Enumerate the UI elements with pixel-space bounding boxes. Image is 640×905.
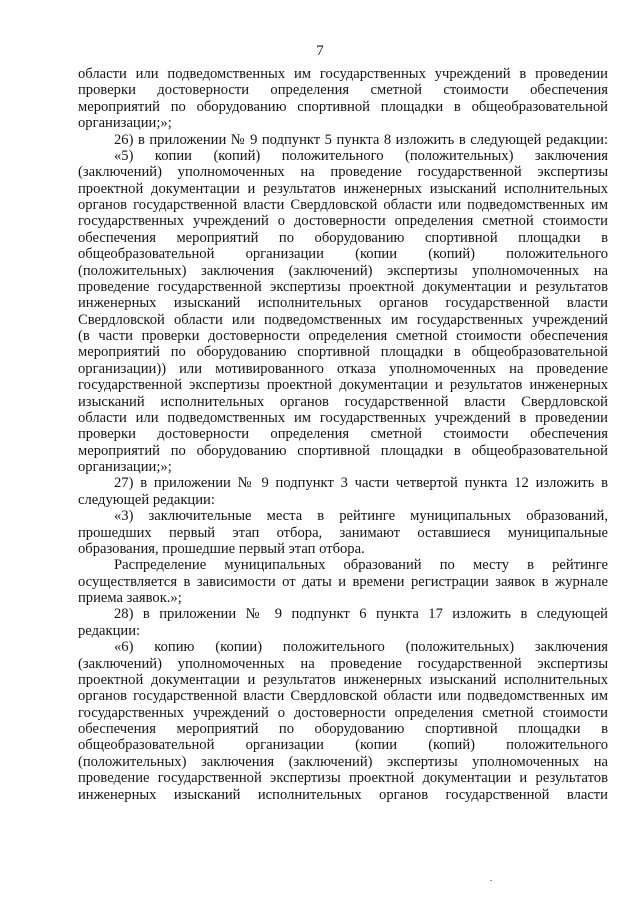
text-line: государственных учреждений о достоверности определения сметной стоимости	[78, 213, 608, 230]
text-line: общеобразовательной организации (копии (копий) положительного	[78, 737, 608, 754]
text-line: проверки достоверности определения сметной стоимости обеспечения	[78, 82, 608, 99]
text-line: приема заявок.»;	[78, 590, 182, 606]
text-line: редакции:	[78, 622, 141, 639]
text-line: органов государственной власти Свердловской области или подведомственных им	[78, 197, 608, 213]
text-line: обеспечения мероприятий по оборудованию спортивной площадки в	[78, 721, 608, 737]
text-line: прошедших первый этап отбора, занимают оставшиеся муниципальные	[78, 524, 608, 541]
text-line: организации;»;	[78, 459, 172, 475]
text-line: «5) копии (копий) положительного (положительных) заключения	[114, 147, 608, 164]
text-line: проверки достоверности определения сметной стоимости обеспечения	[78, 426, 608, 443]
text-line: органов государственной власти Свердловской области или подведомственных им	[78, 688, 608, 705]
scan-speck	[490, 880, 492, 881]
page-number: 7	[316, 43, 324, 59]
text-line: проектной документации и результатов инженерных изысканий исполнительных	[78, 180, 608, 197]
document-body	[78, 66, 608, 803]
text-line: Распределение муниципальных образований по месту в рейтинге	[114, 557, 608, 574]
text-line: проведение государственной экспертизы проектной документации и результатов	[78, 770, 608, 787]
text-line: обеспечения мероприятий по оборудованию спортивной площадки в	[78, 229, 608, 246]
text-line: мероприятий по оборудованию спортивной площадки в общеобразовательной	[78, 98, 608, 115]
text-line: (в части проверки достоверности определения сметной стоимости обеспечения	[78, 328, 608, 344]
text-line: Свердловской области или подведомственных им государственных учреждений	[78, 311, 608, 328]
text-line: (заключений) уполномоченных на проведение государственной экспертизы	[78, 655, 608, 672]
text-line: инженерных изысканий исполнительных органов государственной власти	[78, 295, 608, 312]
text-line: мероприятий по оборудованию спортивной площадки в общеобразовательной	[78, 442, 608, 459]
text-line: мероприятий по оборудованию спортивной площадки в общеобразовательной	[78, 344, 608, 361]
text-line: проектной документации и результатов инженерных изысканий исполнительных	[78, 671, 608, 688]
text-line: 26) в приложении № 9 подпункт 5 пункта 8 изложить в следующей редакции:	[114, 131, 608, 148]
text-line: государственных учреждений о достоверности определения сметной стоимости	[78, 704, 608, 721]
text-line: проведение государственной экспертизы проектной документации и результатов	[78, 278, 608, 295]
text-line: 28) в приложении № 9 подпункт 6 пункта 17 изложить в следующей	[114, 606, 608, 623]
text-line: «6) копию (копии) положительного (положительных) заключения	[114, 639, 608, 656]
text-line: инженерных изысканий исполнительных органов государственной власти	[78, 786, 608, 803]
text-line: организации;»;	[78, 115, 172, 132]
text-line: области или подведомственных им государственных учреждений в проведении	[78, 409, 608, 426]
text-line: следующей редакции:	[78, 491, 215, 508]
text-line: организации)) или мотивированного отказа уполномоченных на проведение	[78, 360, 608, 377]
text-line: (заключений) уполномоченных на проведение государственной экспертизы	[78, 164, 608, 181]
text-line: области или подведомственных им государственных учреждений в проведении	[78, 66, 608, 82]
text-line: образования, прошедшие первый этап отбора.	[78, 540, 365, 557]
text-line: (положительных) заключения (заключений) экспертизы уполномоченных на	[78, 753, 608, 770]
text-line: (положительных) заключения (заключений) экспертизы уполномоченных на	[78, 262, 608, 279]
text-line: «3) заключительные места в рейтинге муниципальных образований,	[114, 508, 608, 525]
text-line: общеобразовательной организации (копии (копий) положительного	[78, 246, 608, 263]
text-line: государственной экспертизы проектной документации и результатов инженерных	[78, 377, 608, 394]
text-line: осуществляется в зависимости от даты и времени регистрации заявок в журнале	[78, 573, 608, 590]
text-line: 27) в приложении № 9 подпункт 3 части четвертой пункта 12 изложить в	[114, 475, 608, 492]
text-line: изысканий исполнительных органов государственной власти Свердловской	[78, 393, 608, 410]
